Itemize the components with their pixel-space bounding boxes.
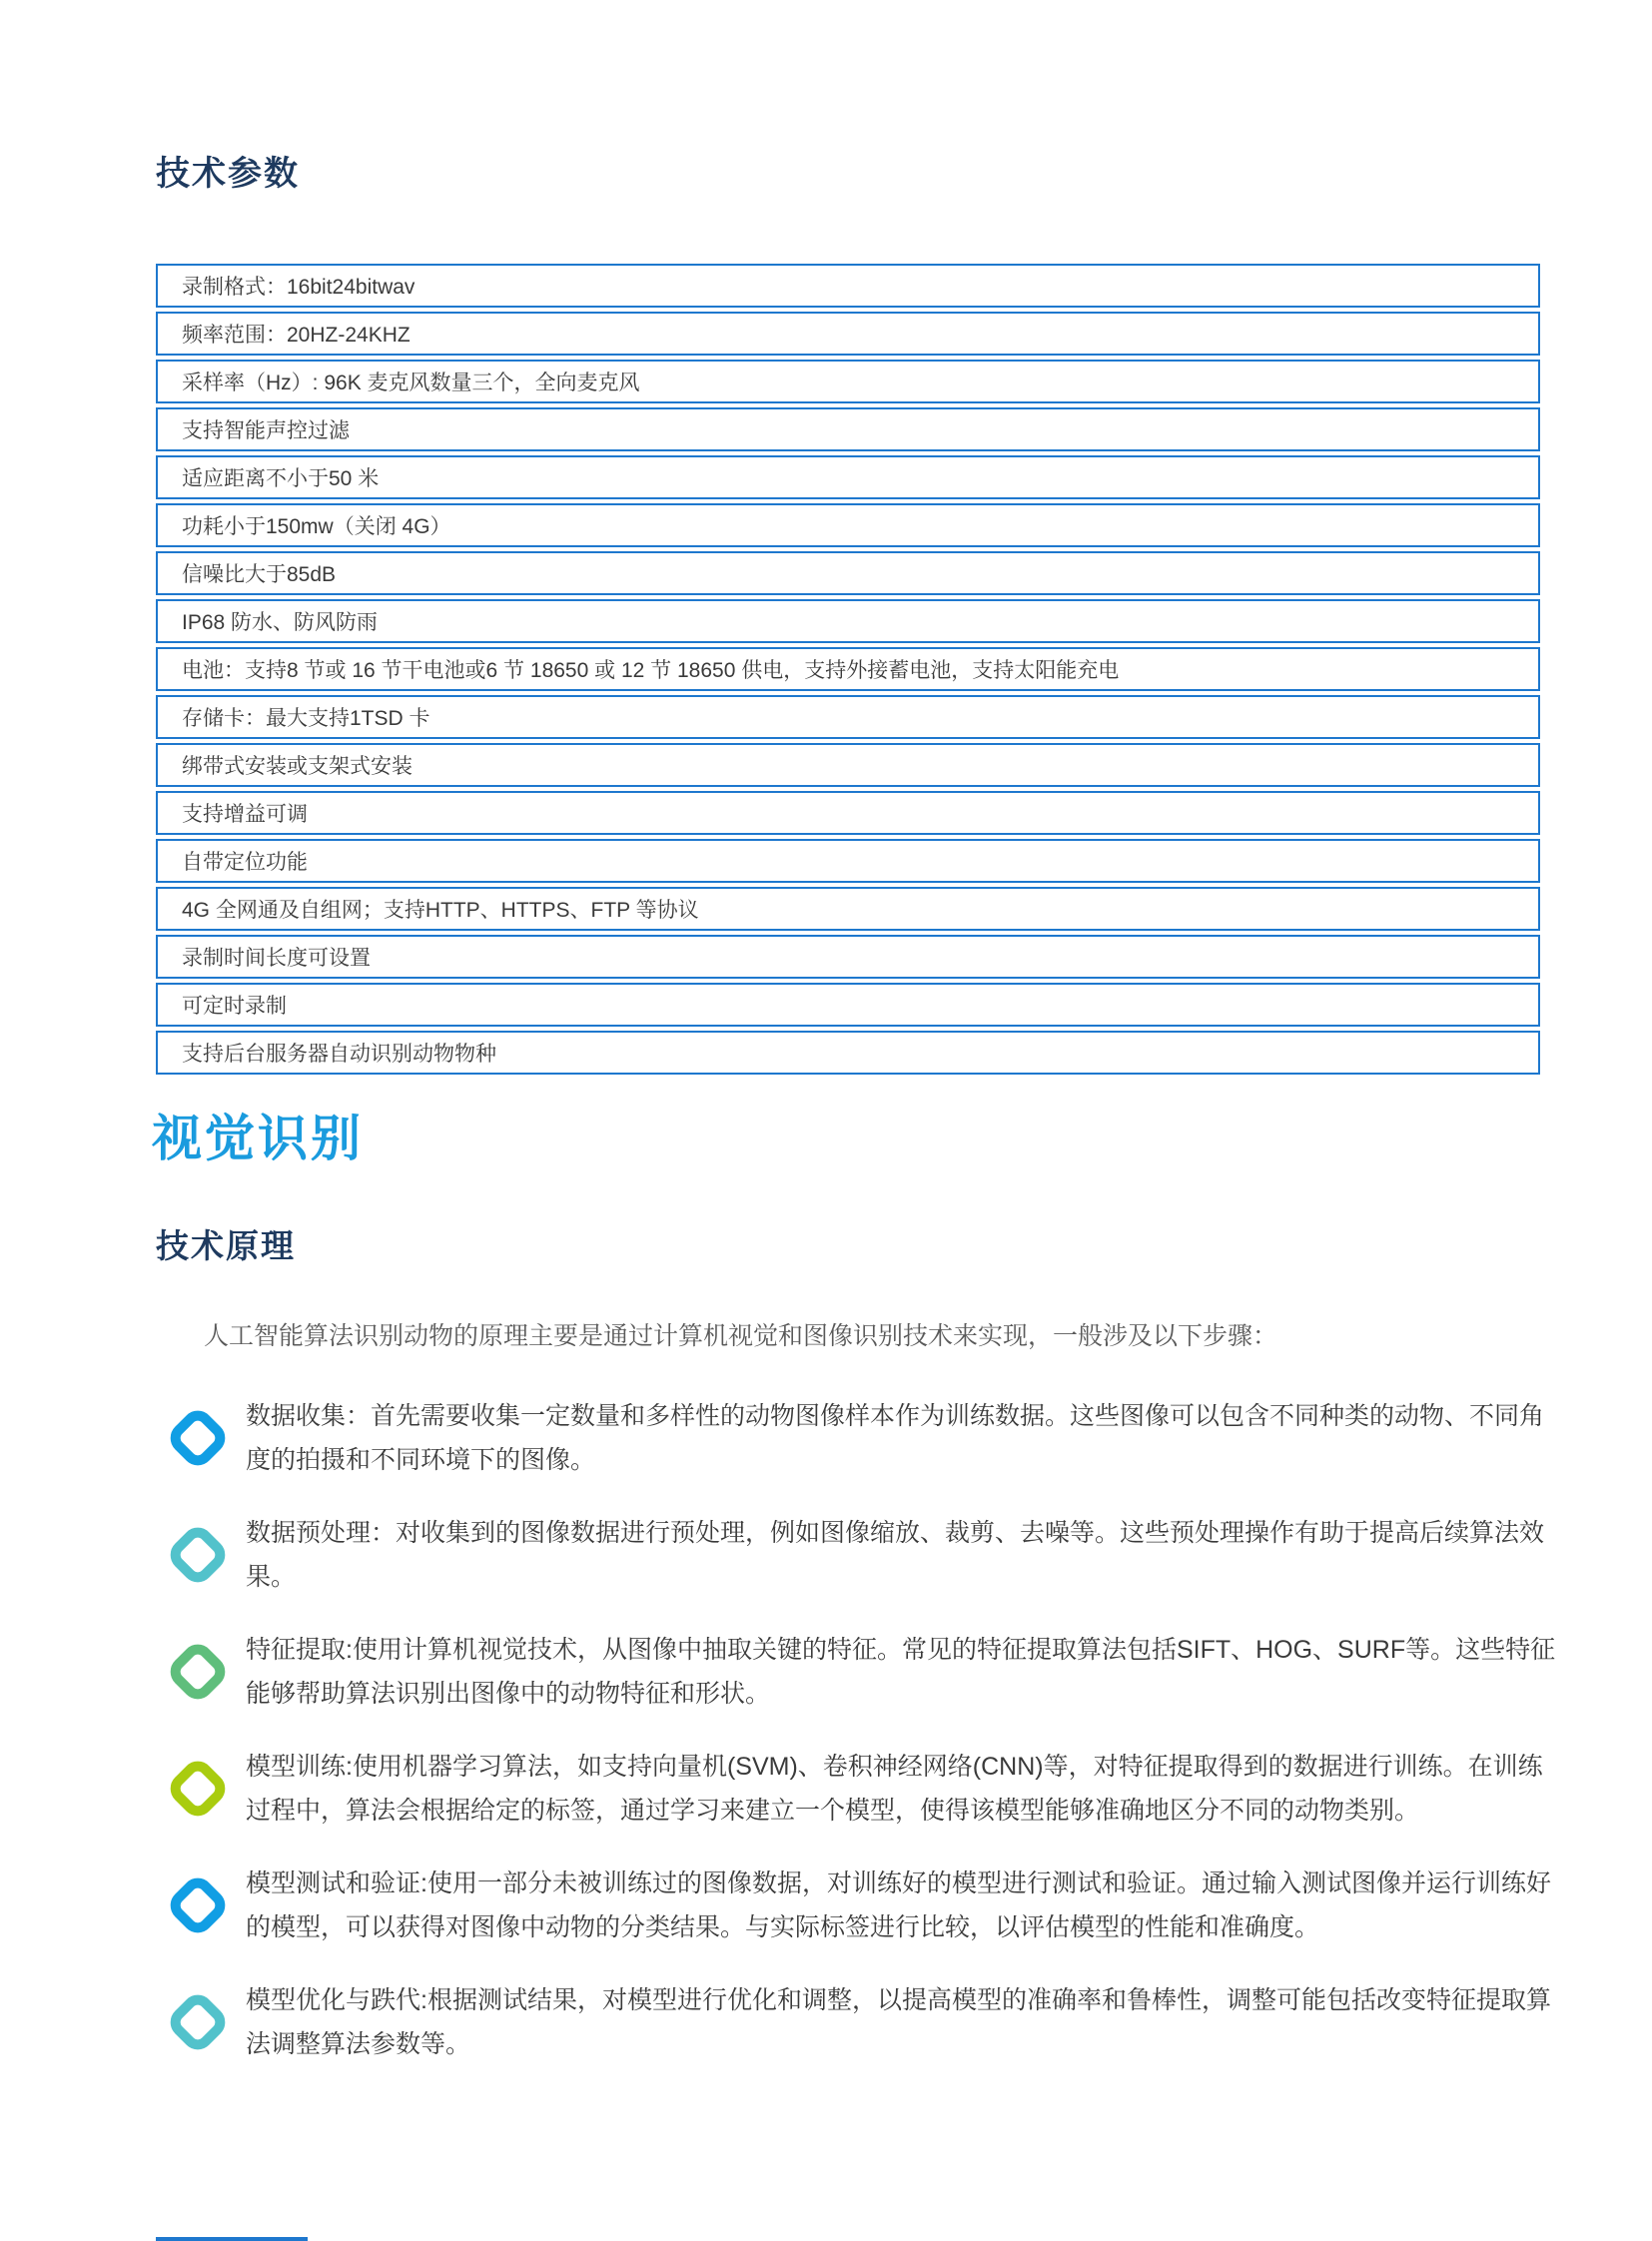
spec-row-text: 支持智能声控过滤 [182, 419, 350, 442]
diamond-icon-lime [164, 1755, 232, 1823]
step-icon-column [156, 1998, 240, 2046]
spec-table-row [156, 455, 1540, 499]
spec-row-text: 信噪比大于85dB [182, 563, 337, 586]
spec-table-row [156, 839, 1540, 883]
spec-row-text: 可定时录制 [182, 995, 287, 1018]
step-text: 模型测试和验证:使用一部分未被训练过的图像数据，对训练好的模型进行测试和验证。通过输入测试图像并运行训练好的模型，可以获得对图像中动物的分类结果。与实际标签进行比较，以评估模型的性能和准确度。 [246, 1869, 1551, 1941]
spec-table-row [156, 407, 1540, 451]
spec-table-row [156, 599, 1540, 643]
spec-table-row [156, 743, 1540, 787]
spec-table-row [156, 695, 1540, 739]
spec-row-text: 电池：支持8 节或 16 节干电池或6 节 18650 或 12 节 18650 供电，支持外接蓄电池，支持太阳能充电 [182, 659, 1120, 682]
intro-paragraph: 人工智能算法识别动物的原理主要是通过计算机视觉和图像识别技术来实现，一般涉及以下步骤： [204, 1322, 1278, 1350]
spec-row-text: 录制格式：16bit24bitwav [182, 276, 415, 299]
step-icon-column [156, 1765, 240, 1813]
spec-row-text: 绑带式安装或支架式安装 [182, 755, 413, 778]
spec-table-row [156, 1031, 1540, 1075]
step-icon-column [156, 1881, 240, 1929]
spec-row-text: 4G 全网通及自组网；支持HTTP、HTTPS、FTP 等协议 [182, 899, 699, 922]
spec-table-row [156, 791, 1540, 835]
spec-row-text: 存储卡：最大支持1TSD 卡 [182, 707, 430, 730]
diamond-icon-teal [164, 1521, 232, 1589]
section-heading-visual-recognition: 视觉识别 [152, 1111, 364, 1166]
spec-row-text: IP68 防水、防风防雨 [182, 611, 379, 634]
step-text: 模型优化与跌代:根据测试结果，对模型进行优化和调整，以提高模型的准确率和鲁棒性，调整可能包括改变特征提取算法调整算法参数等。 [246, 1986, 1551, 2058]
step-icon-column [156, 1531, 240, 1579]
spec-table-row [156, 983, 1540, 1027]
spec-table-row [156, 935, 1540, 979]
spec-row-text: 采样率（Hz）: 96K 麦克风数量三个，全向麦克风 [182, 372, 640, 394]
diamond-icon-blue [164, 1404, 232, 1472]
diamond-icon-green [164, 1638, 232, 1706]
section-heading-principles: 技术原理 [156, 1227, 296, 1264]
step-text: 数据收集：首先需要收集一定数量和多样性的动物图像样本作为训练数据。这些图像可以包含不同种类的动物、不同角度的拍摄和不同环境下的图像。 [246, 1402, 1545, 1474]
step-text: 模型训练:使用机器学习算法，如支持向量机(SVM)、卷积神经网络(CNN)等，对特征提取得到的数据进行训练。在训练过程中，算法会根据给定的标签，通过学习来建立一个模型，使得该模型能够准确地区分不同的动物类别。 [246, 1753, 1543, 1825]
step-item [156, 1394, 1564, 1482]
spec-row-text: 功耗小于150mw（关闭 4G） [182, 515, 451, 538]
diamond-icon-blue [164, 1871, 232, 1939]
spec-row-text: 适应距离不小于50 米 [182, 467, 380, 490]
spec-row-text: 支持增益可调 [182, 803, 308, 826]
spec-row-text: 支持后台服务器自动识别动物物种 [182, 1043, 496, 1066]
step-text: 特征提取:使用计算机视觉技术，从图像中抽取关键的特征。常见的特征提取算法包括SIFT、HOG、SURF等。这些特征能够帮助算法识别出图像中的动物特征和形状。 [246, 1636, 1556, 1708]
spec-row-text: 录制时间长度可设置 [182, 947, 371, 970]
steps-list [156, 1394, 1564, 2095]
next-table-edge-cutoff [156, 2237, 308, 2241]
step-text: 数据预处理：对收集到的图像数据进行预处理，例如图像缩放、裁剪、去噪等。这些预处理操作有助于提高后续算法效果。 [246, 1519, 1545, 1591]
spec-table [156, 264, 1540, 1079]
step-item [156, 1978, 1564, 2066]
step-icon-column [156, 1648, 240, 1696]
spec-row-text: 自带定位功能 [182, 851, 308, 874]
spec-table-row [156, 647, 1540, 691]
section-heading-tech-params: 技术参数 [156, 155, 300, 193]
spec-table-row [156, 503, 1540, 547]
step-icon-column [156, 1414, 240, 1462]
spec-table-row [156, 551, 1540, 595]
spec-table-row [156, 312, 1540, 356]
step-item [156, 1511, 1564, 1599]
step-item [156, 1862, 1564, 1949]
step-item [156, 1628, 1564, 1716]
spec-row-text: 频率范围：20HZ-24KHZ [182, 324, 411, 347]
step-item [156, 1745, 1564, 1833]
spec-table-row [156, 887, 1540, 931]
spec-table-row [156, 360, 1540, 403]
diamond-icon-teal [164, 1988, 232, 2056]
spec-table-row [156, 264, 1540, 308]
